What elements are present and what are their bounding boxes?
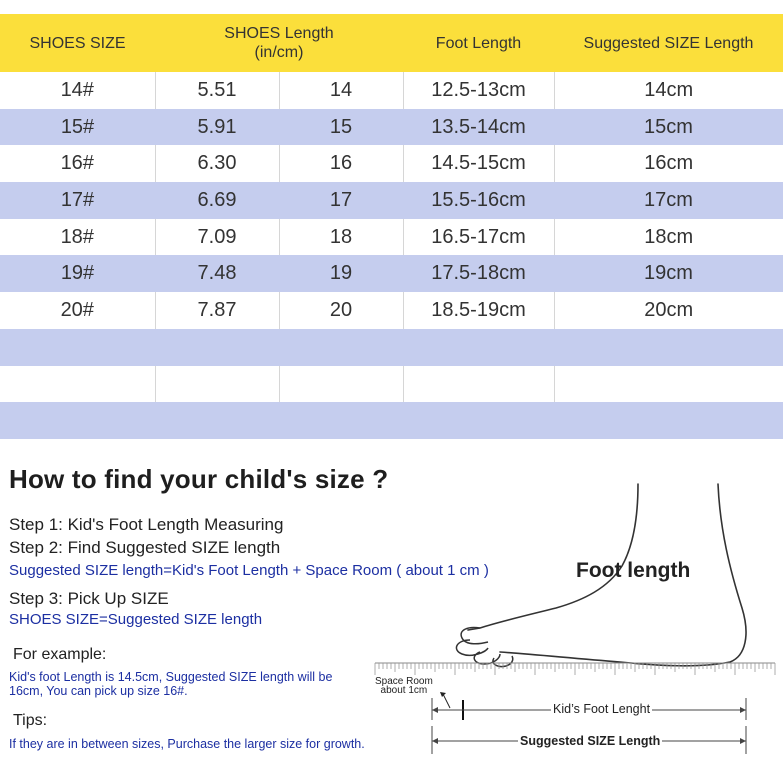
cell-foot: 17.5-18cm (403, 255, 554, 292)
header-shoes-length-text: SHOES Length (in/cm) (224, 25, 334, 61)
cell-size: 19# (0, 255, 155, 292)
cell-cm: 20 (279, 292, 403, 329)
cell-cm: 14 (279, 72, 403, 109)
cell-cm: 16 (279, 145, 403, 182)
tips-heading: Tips: (13, 712, 48, 729)
table-row (0, 255, 783, 292)
table-header-row (0, 14, 783, 72)
cell-inch: 7.09 (155, 219, 279, 256)
cell-foot: 12.5-13cm (403, 72, 554, 109)
step-2: Step 2: Find Suggested SIZE length (9, 538, 281, 557)
cell-size: 18# (0, 219, 155, 256)
ruler-ticks (375, 663, 775, 675)
space-room-arrow-icon (443, 694, 450, 708)
cell-inch: 6.69 (155, 182, 279, 219)
size-chart-table (0, 14, 783, 439)
empty-cell (0, 366, 155, 403)
table-row (0, 182, 783, 219)
table-row-empty (0, 366, 783, 403)
cell-size: 16# (0, 145, 155, 182)
cell-size: 17# (0, 182, 155, 219)
cell-foot: 13.5-14cm (403, 109, 554, 146)
kid-foot-length-label: Kid’s Foot Lenght (553, 702, 651, 716)
step-3: Step 3: Pick Up SIZE (9, 589, 169, 608)
empty-cell (0, 402, 783, 439)
cell-cm: 15 (279, 109, 403, 146)
formula-shoes-size: SHOES SIZE=Suggested SIZE length (9, 611, 263, 628)
cell-suggested: 19cm (554, 255, 783, 292)
toes-icon (456, 627, 512, 666)
cell-foot: 15.5-16cm (403, 182, 554, 219)
table-row-empty (0, 402, 783, 439)
tips-text: If they are in between sizes, Purchase the larger size for growth. (9, 737, 365, 751)
cell-inch: 7.48 (155, 255, 279, 292)
arrowhead-icon (440, 692, 446, 697)
header-suggested-length: Suggested SIZE Length (554, 14, 783, 72)
cell-size: 20# (0, 292, 155, 329)
table-row-empty (0, 329, 783, 366)
empty-cell (279, 366, 403, 403)
formula-suggested-size: Suggested SIZE length=Kid's Foot Length + Space Room ( about 1 cm ) (9, 562, 489, 579)
step-1: Step 1: Kid's Foot Length Measuring (9, 515, 284, 534)
table-row (0, 292, 783, 329)
cell-suggested: 18cm (554, 219, 783, 256)
cell-inch: 6.30 (155, 145, 279, 182)
ruler (375, 663, 775, 675)
header-shoes-length (155, 14, 403, 72)
cell-inch: 5.91 (155, 109, 279, 146)
cell-cm: 17 (279, 182, 403, 219)
space-about-text: about 1cm (380, 685, 428, 696)
cell-inch: 7.87 (155, 292, 279, 329)
header-shoes-size: SHOES SIZE (0, 14, 155, 72)
empty-cell (554, 366, 783, 403)
suggested-size-length-label: Suggested SIZE Length (520, 734, 661, 748)
space-room-text: Space Room (375, 676, 433, 687)
empty-cell (0, 329, 783, 366)
table-row (0, 219, 783, 256)
table-row (0, 72, 783, 109)
header-foot-length: Foot Length (403, 14, 554, 72)
cell-inch: 5.51 (155, 72, 279, 109)
cell-size: 14# (0, 72, 155, 109)
foot-diagram (370, 470, 780, 770)
cell-cm: 19 (279, 255, 403, 292)
table-row (0, 109, 783, 146)
empty-cell (155, 366, 279, 403)
cell-foot: 14.5-15cm (403, 145, 554, 182)
space-room-label (375, 677, 433, 695)
guide-title: How to find your child's size ? (9, 464, 389, 494)
cell-suggested: 17cm (554, 182, 783, 219)
cell-foot: 16.5-17cm (403, 219, 554, 256)
cell-foot: 18.5-19cm (403, 292, 554, 329)
cell-suggested: 20cm (554, 292, 783, 329)
foot-length-label: Foot length (576, 559, 691, 582)
example-heading: For example: (13, 646, 107, 663)
table-body (0, 72, 783, 439)
table-row (0, 145, 783, 182)
example-text: Kid's foot Length is 14.5cm, Suggested SIZE length will be 16cm, You can pick up size 16#. (9, 670, 333, 698)
cell-cm: 18 (279, 219, 403, 256)
cell-suggested: 16cm (554, 145, 783, 182)
cell-size: 15# (0, 109, 155, 146)
cell-suggested: 15cm (554, 109, 783, 146)
cell-suggested: 14cm (554, 72, 783, 109)
empty-cell (403, 366, 554, 403)
